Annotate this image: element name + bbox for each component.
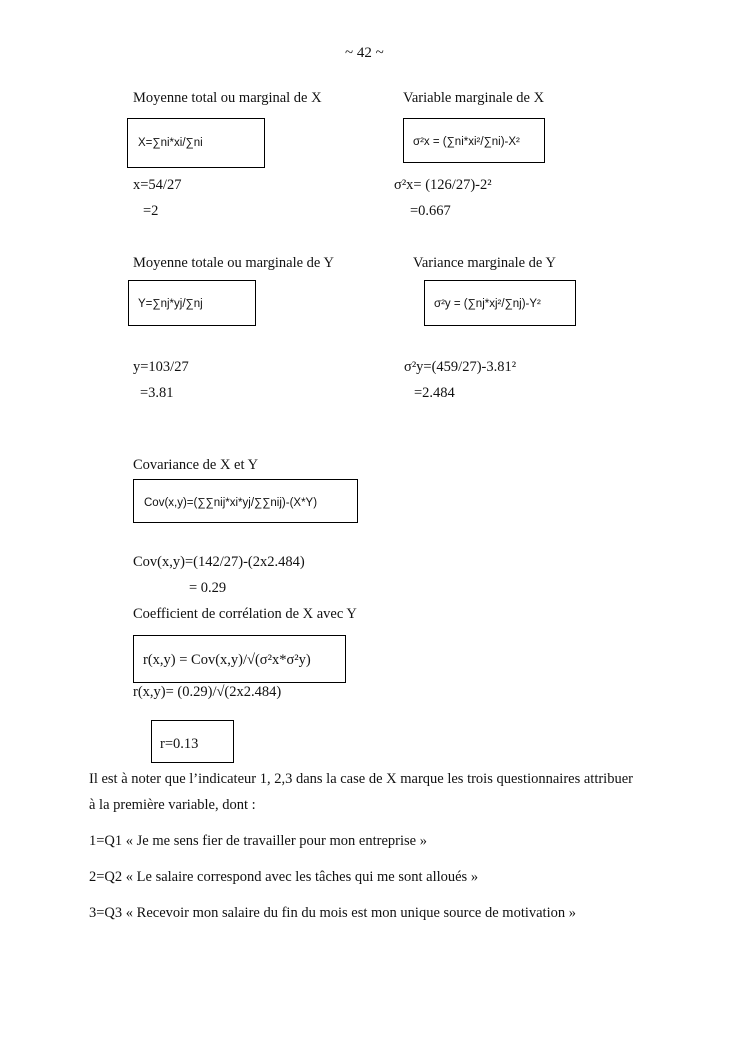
mean-x-calc: x=54/27 xyxy=(133,177,182,193)
mean-y-calc: y=103/27 xyxy=(133,359,189,375)
var-y-heading: Variance marginale de Y xyxy=(413,255,556,271)
mean-y-formula-box xyxy=(128,280,256,326)
correlation-result-box xyxy=(151,720,234,763)
page-number: ~ 42 ~ xyxy=(345,45,384,61)
correlation-result: r=0.13 xyxy=(160,736,199,752)
mean-y-result: =3.81 xyxy=(140,385,174,401)
var-y-result: =2.484 xyxy=(414,385,455,401)
correlation-formula-box xyxy=(133,635,346,683)
var-y-formula: σ²y = (∑nj*xj²/∑nj)-Y² xyxy=(434,298,541,310)
mean-y-heading: Moyenne totale ou marginale de Y xyxy=(133,255,334,271)
covariance-formula: Cov(x,y)=(∑∑nij*xi*yj/∑∑nij)-(X*Y) xyxy=(144,497,318,509)
note-q2: 2=Q2 « Le salaire correspond avec les tâches qui me sont alloués » xyxy=(89,869,479,885)
note-q1: 1=Q1 « Je me sens fier de travailler pour mon entreprise » xyxy=(89,833,427,849)
covariance-result: = 0.29 xyxy=(189,580,227,596)
var-x-heading: Variable marginale de X xyxy=(403,90,545,106)
mean-y-formula: Y=∑nj*yj/∑nj xyxy=(138,298,203,310)
mean-x-heading: Moyenne total ou marginal de X xyxy=(133,90,322,106)
note-line-1: Il est à noter que l’indicateur 1, 2,3 dans la case de X marque les trois questionnaires attribuer xyxy=(89,771,633,787)
var-x-formula: σ²x = (∑ni*xi²/∑ni)-X² xyxy=(413,136,520,148)
covariance-formula-box xyxy=(133,479,358,523)
note-q3: 3=Q3 « Recevoir mon salaire du fin du mois est mon unique source de motivation » xyxy=(89,905,576,921)
var-x-formula-box xyxy=(403,118,545,163)
correlation-calc: r(x,y)= (0.29)/√(2x2.484) xyxy=(133,684,282,700)
covariance-heading: Covariance de X et Y xyxy=(133,457,259,473)
mean-x-formula: X=∑ni*xi/∑ni xyxy=(138,137,203,149)
mean-x-result: =2 xyxy=(143,203,159,219)
var-x-result: =0.667 xyxy=(410,203,451,219)
var-x-calc: σ²x= (126/27)-2² xyxy=(394,177,492,193)
var-y-calc: σ²y=(459/27)-3.81² xyxy=(404,359,517,375)
covariance-calc: Cov(x,y)=(142/27)-(2x2.484) xyxy=(133,554,305,570)
correlation-formula: r(x,y) = Cov(x,y)/√(σ²x*σ²y) xyxy=(143,652,311,668)
correlation-heading: Coefficient de corrélation de X avec Y xyxy=(133,606,357,622)
var-y-formula-box xyxy=(424,280,576,326)
note-line-2: à la première variable, dont : xyxy=(89,797,256,813)
mean-x-formula-box xyxy=(127,118,265,168)
